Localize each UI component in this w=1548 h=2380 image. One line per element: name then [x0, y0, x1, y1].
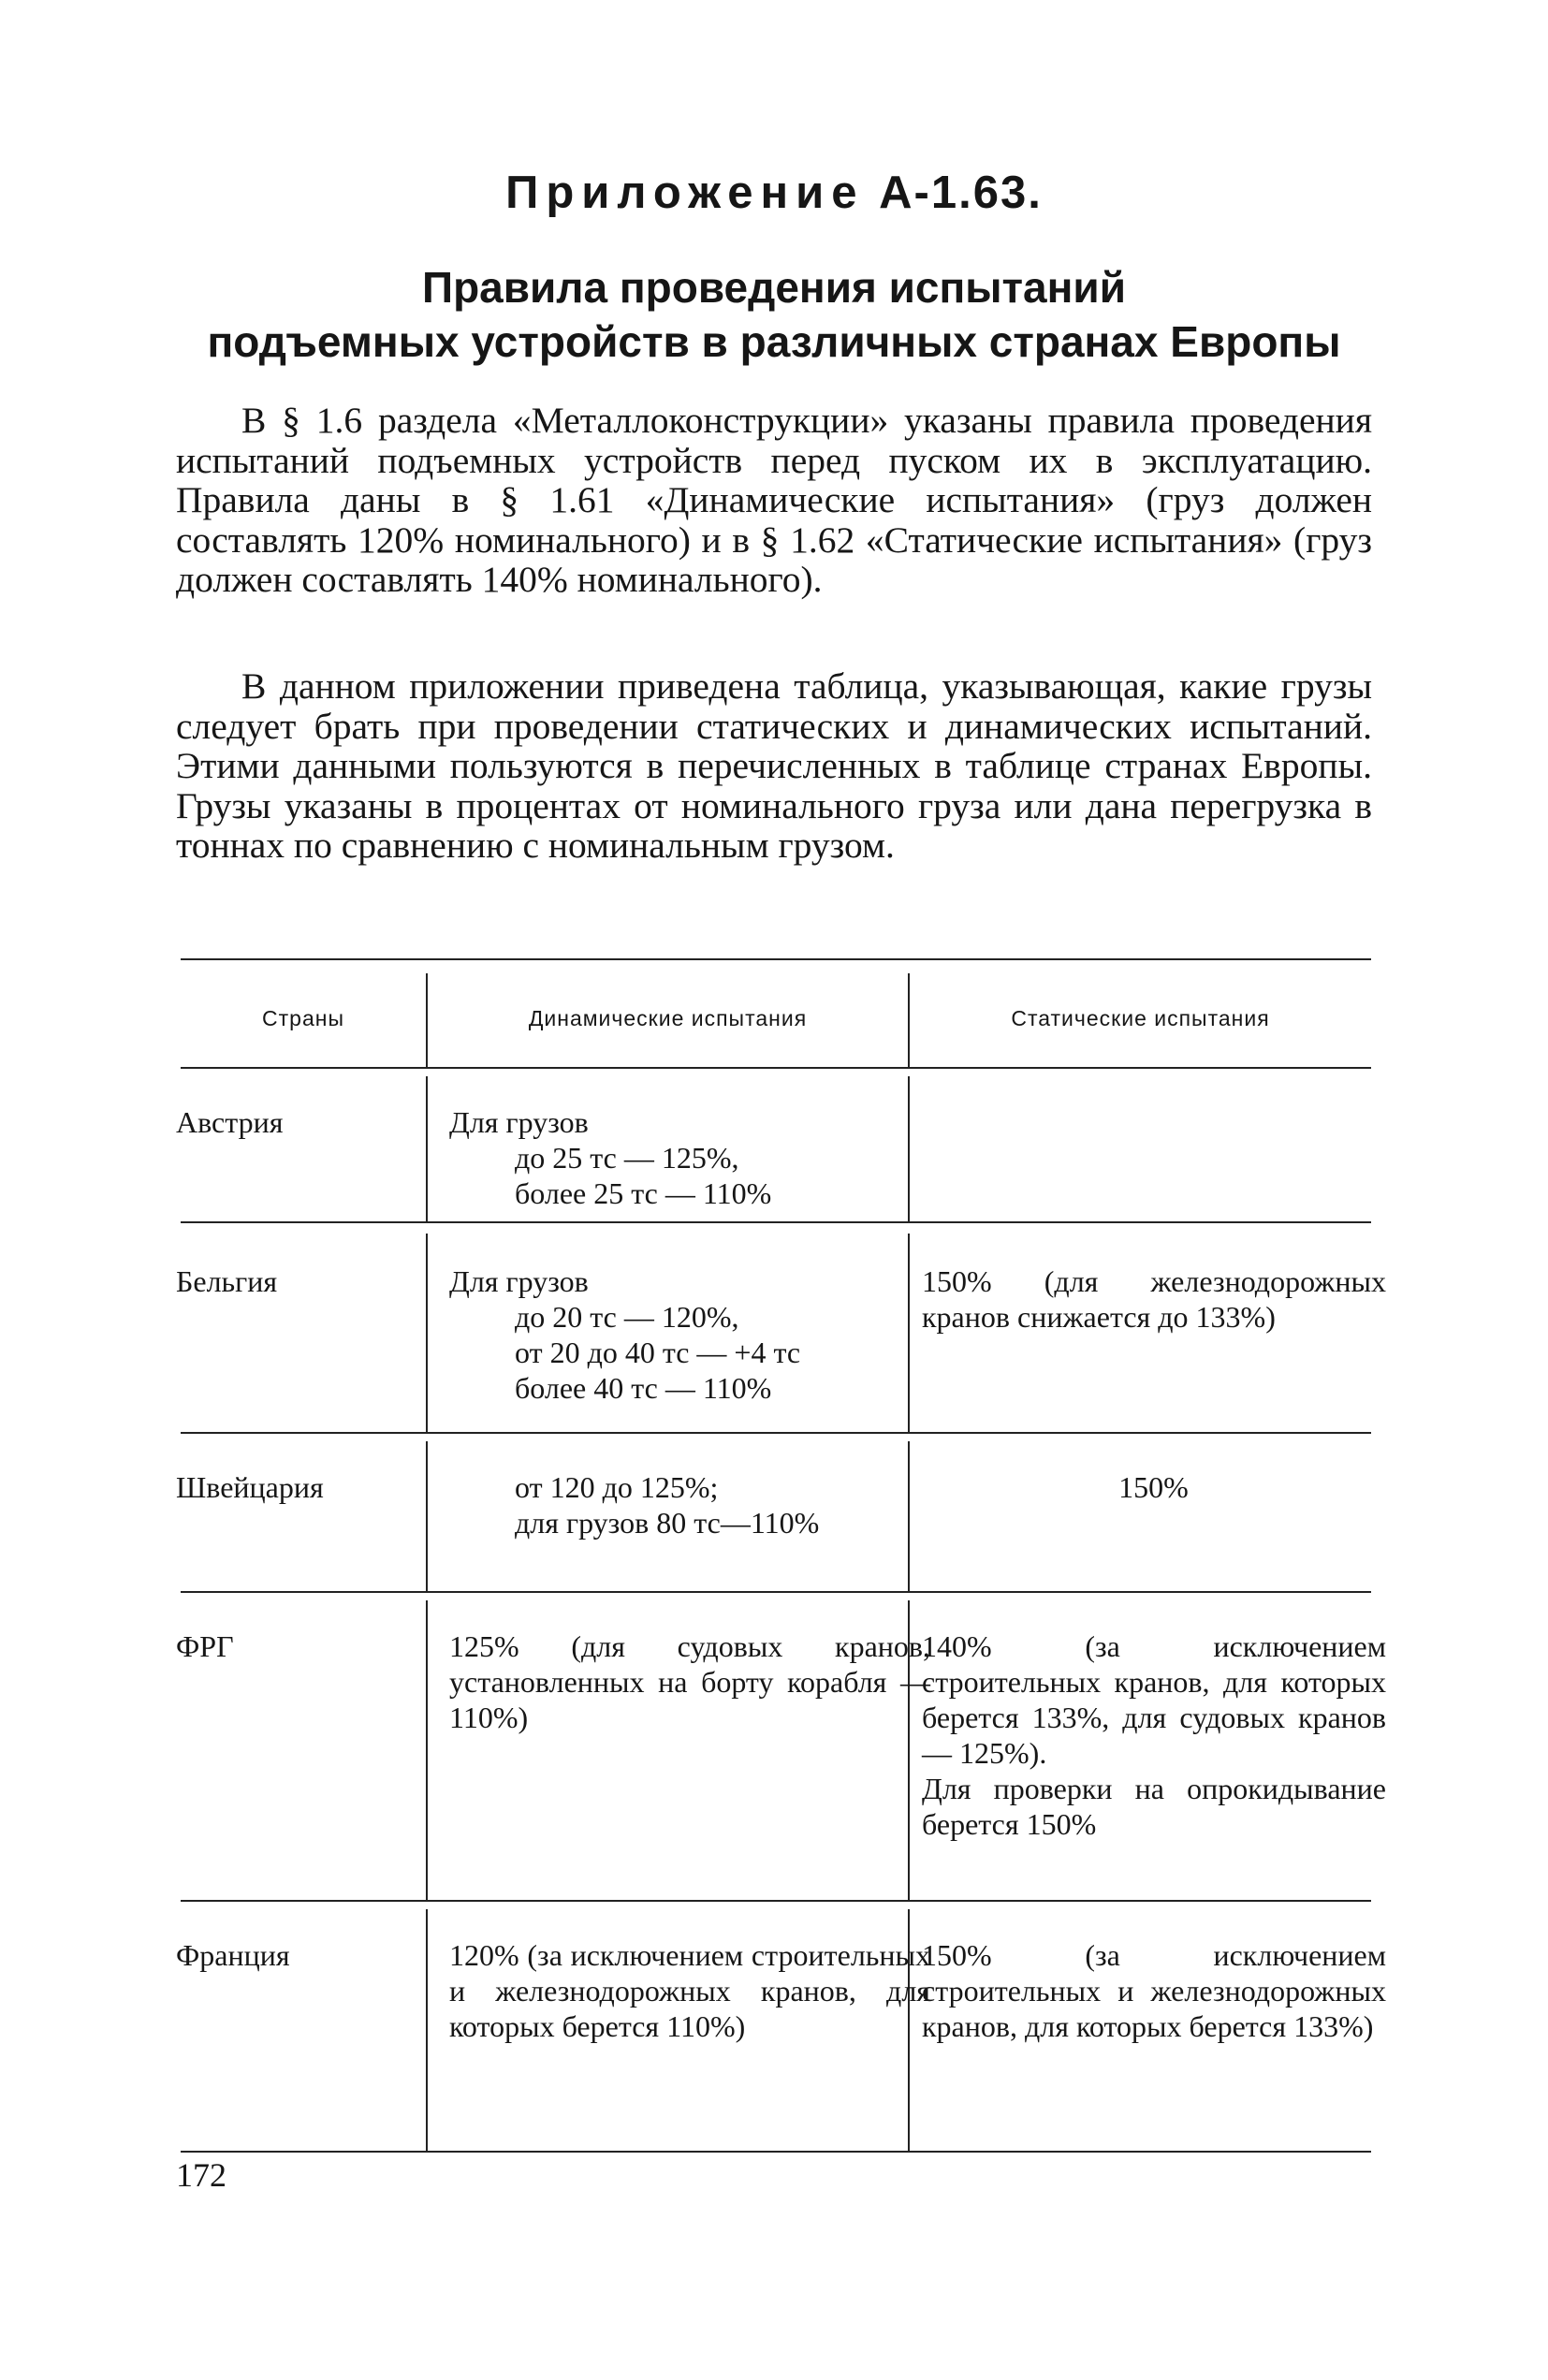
dynamic-test-cell — [449, 1104, 897, 1211]
country-cell: Бельгия — [176, 1264, 278, 1298]
table-top-rule — [181, 958, 1371, 960]
row-divider — [181, 1900, 1371, 1902]
column-separator — [908, 1441, 910, 1591]
column-header-static: Статические испытания — [1011, 1006, 1270, 1030]
cell-line: более 25 тс — 110% — [515, 1176, 772, 1210]
cell-line: Для грузов — [449, 1105, 589, 1139]
static-test-cell — [922, 1469, 1385, 1505]
header-bottom-rule — [181, 1067, 1371, 1069]
table-bottom-rule — [181, 2151, 1371, 2153]
country-cell: Швейцария — [176, 1470, 324, 1504]
column-separator — [908, 1234, 910, 1432]
appendix-word: Приложение — [505, 168, 865, 218]
heading-line-1: Правила проведения испытаний — [422, 263, 1126, 312]
dynamic-test-cell — [449, 1469, 897, 1540]
cell-text: 140% (за исключением строительных кранов, для которых берется 133%, для судовых кранов — 125%). — [922, 1629, 1386, 1770]
column-separator — [426, 1909, 428, 2151]
row-divider — [181, 1591, 1371, 1593]
country-cell: Франция — [176, 1938, 290, 1972]
cell-line: до 20 тс — 120%, — [515, 1300, 739, 1334]
dynamic-test-cell — [449, 1937, 930, 2044]
country-cell: Австрия — [176, 1105, 284, 1139]
cell-text: 120% (за исключением строительных и железнодорожных кранов, для которых берется 110%) — [449, 1938, 930, 2043]
cell-text: 125% (для судовых кранов, установленных на борту корабля —110%) — [449, 1629, 930, 1734]
column-header-dynamic: Динамические испытания — [528, 1006, 808, 1030]
cell-text: 150% — [1118, 1470, 1189, 1504]
cell-line: до 25 тс — 125%, — [515, 1141, 739, 1175]
static-test-cell — [922, 1263, 1386, 1335]
row-divider — [181, 1221, 1371, 1223]
document-heading — [0, 260, 1548, 369]
column-separator — [426, 1076, 428, 1221]
column-header-countries: Страны — [262, 1006, 344, 1030]
country-cell: ФРГ — [176, 1629, 234, 1663]
cell-text: Для проверки на опрокидывание берется 150% — [922, 1772, 1386, 1841]
cell-text: 150% (для железнодорожных кранов снижается до 133%) — [922, 1264, 1386, 1334]
cell-line: от 20 до 40 тс — +4 тс — [515, 1336, 801, 1369]
cell-line: от 120 до 125%; — [515, 1470, 719, 1504]
column-separator — [908, 1076, 910, 1221]
column-separator — [426, 1600, 428, 1900]
page-number: 172 — [176, 2156, 226, 2194]
dynamic-test-cell — [449, 1263, 897, 1406]
dynamic-test-cell — [449, 1628, 930, 1735]
intro-paragraph: В § 1.6 раздела «Металлоконструкции» указаны правила проведения испытаний подъемных устройств перед пуском их в эксплуатацию. Правила даны в § 1.61 «Динамические испытания» (груз должен составлять 120% номинального) и в § 1.62 «Статические испытания» (груз должен составлять 140% номинального). — [176, 400, 1372, 600]
appendix-number: А-1.63. — [879, 168, 1043, 218]
row-divider — [181, 1432, 1371, 1434]
static-test-cell — [922, 1628, 1386, 1842]
column-separator — [426, 1441, 428, 1591]
cell-line: Для грузов — [449, 1264, 589, 1298]
cell-line: для грузов 80 тс—110% — [515, 1506, 820, 1540]
appendix-title — [0, 167, 1548, 219]
column-separator — [426, 1234, 428, 1432]
cell-text: 150% (за исключением строительных и железнодорожных кранов, для которых берется 133%) — [922, 1938, 1386, 2043]
heading-line-2: подъемных устройств в различных странах Европы — [207, 317, 1341, 366]
static-test-cell — [922, 1937, 1386, 2044]
table-description-paragraph: В данном приложении приведена таблица, указывающая, какие грузы следует брать при проведении статических и динамических испытаний. Этими данными пользуются в перечисленных в таблице странах Европы. Грузы указаны в процентах от номинального груза или дана перегрузка в тоннах по сравнению с номинальным грузом. — [176, 665, 1372, 866]
cell-line: более 40 тс — 110% — [515, 1371, 772, 1405]
